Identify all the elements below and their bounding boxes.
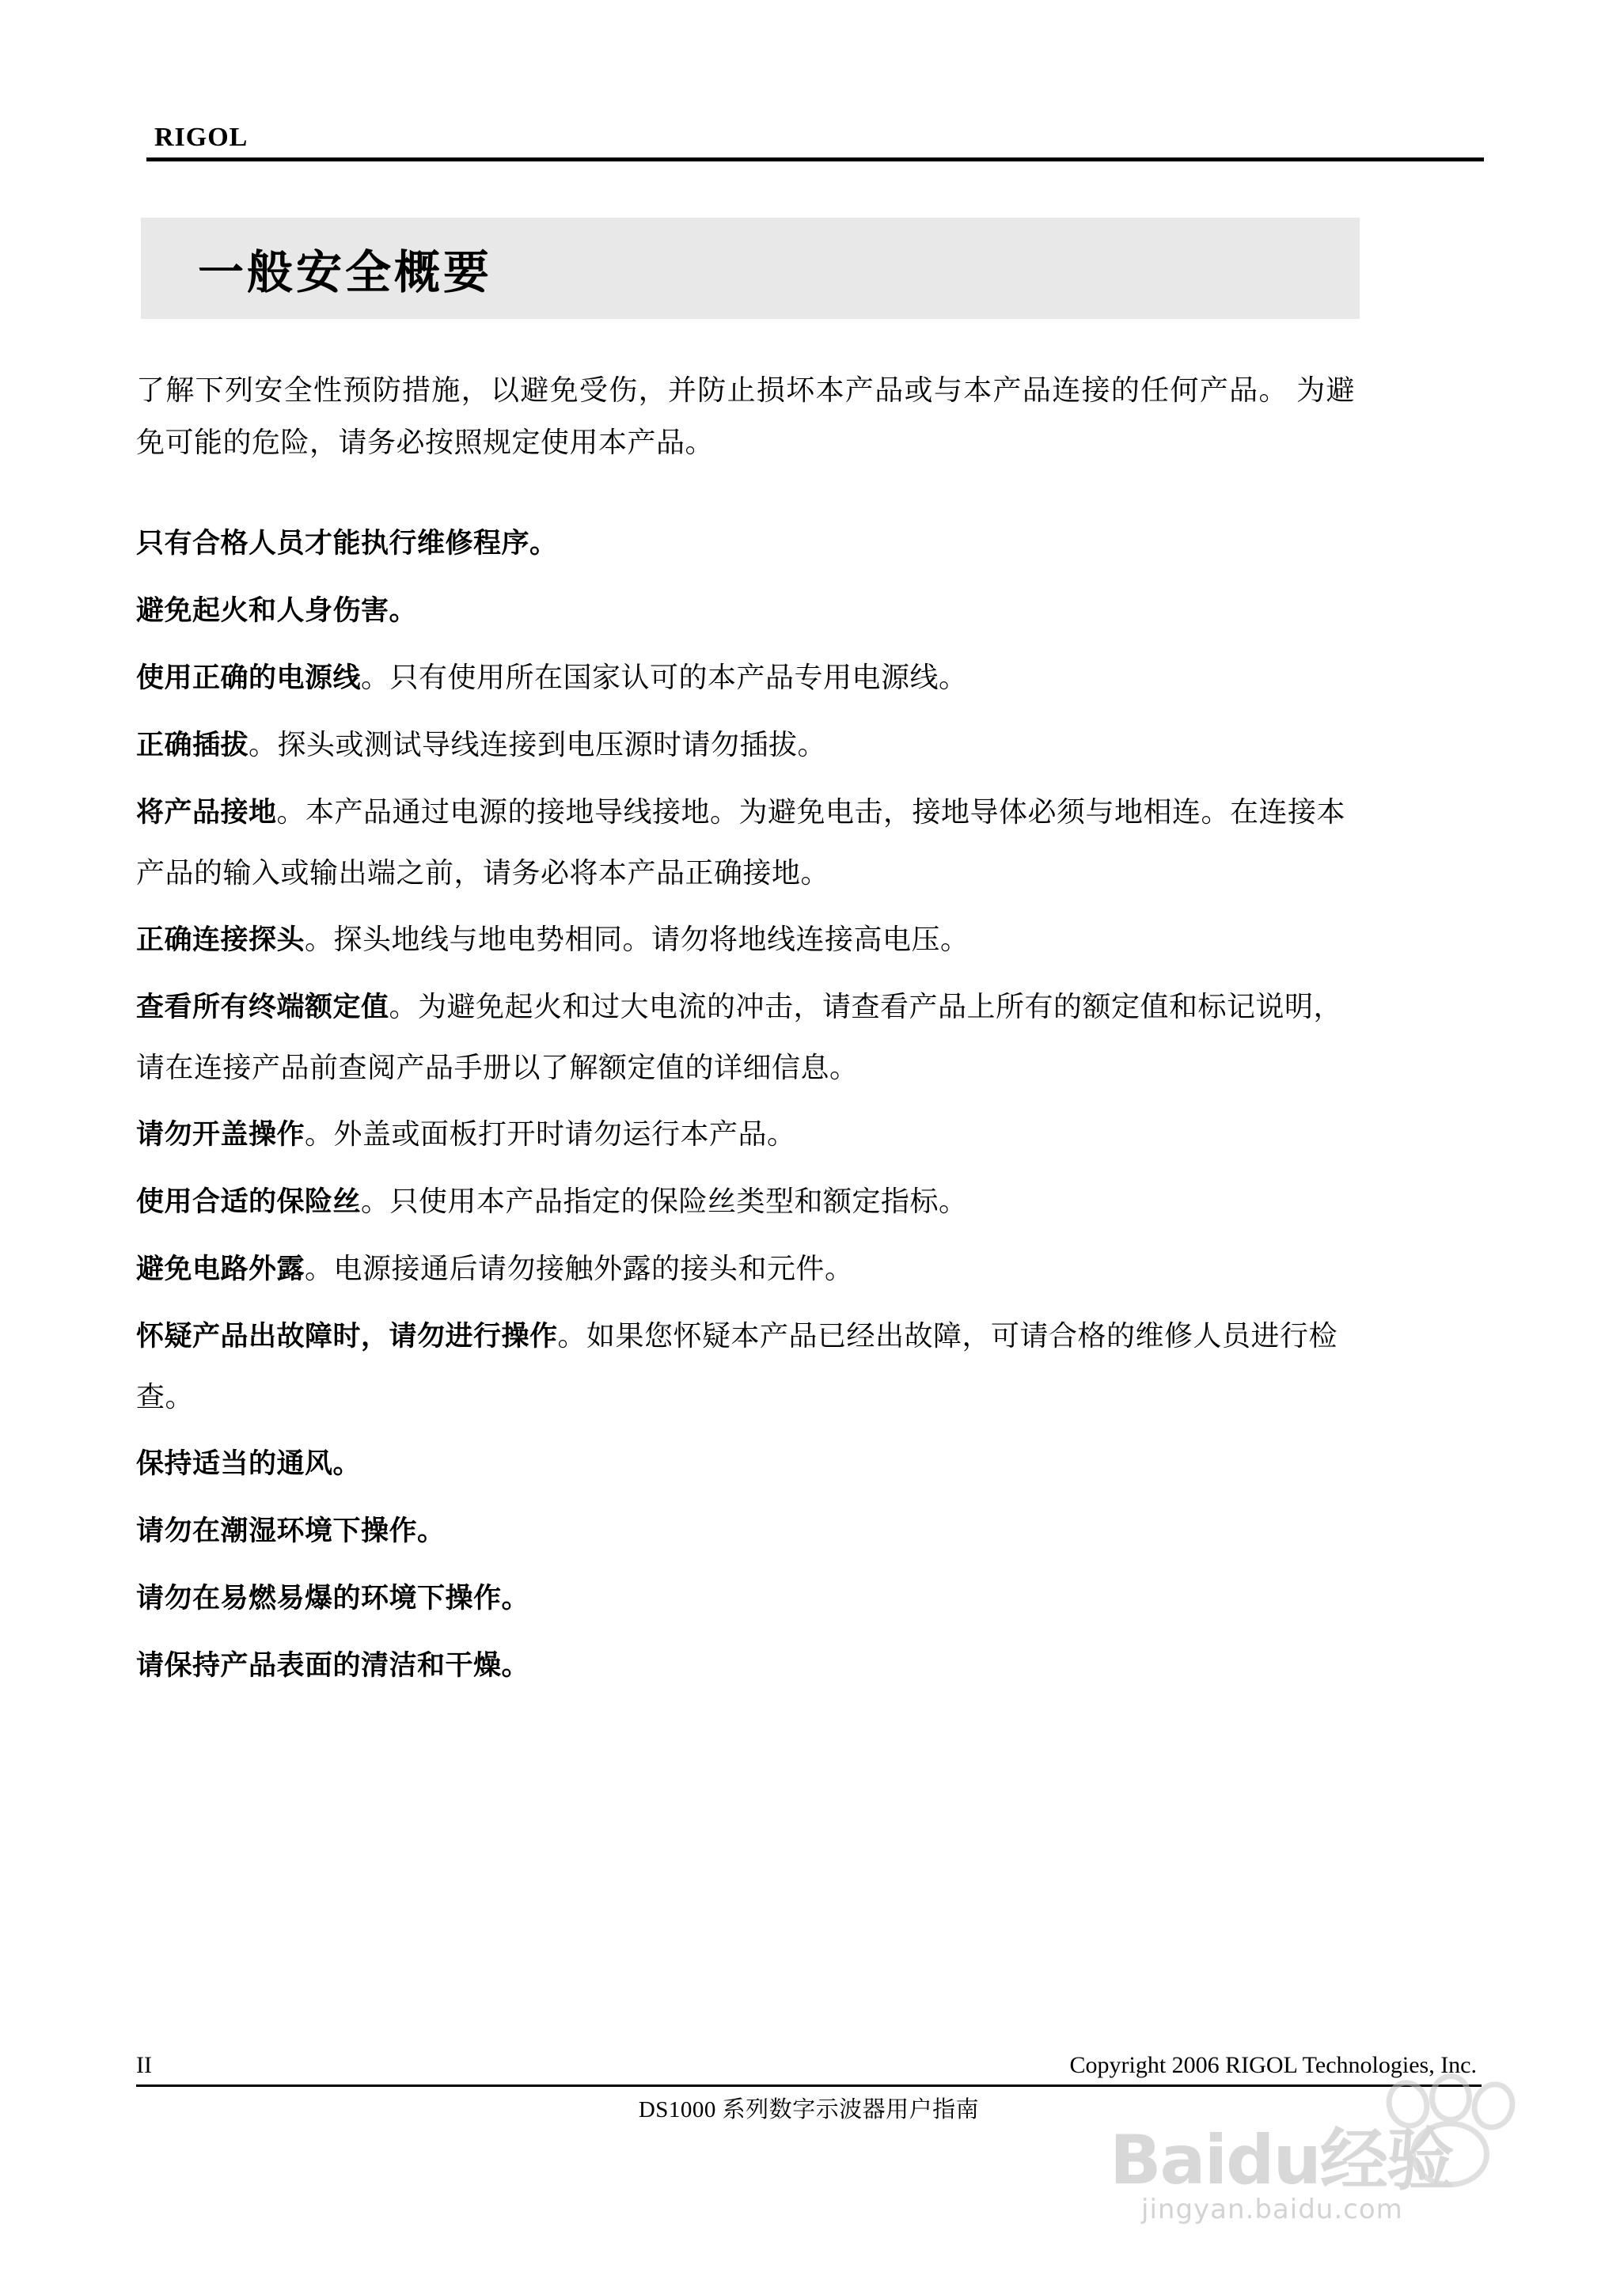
- page-number: II: [136, 2052, 152, 2078]
- safety-item-lead: 只有合格人员才能执行维修程序。: [136, 528, 558, 560]
- safety-item-lead: 怀疑产品出故障时，请勿进行操作: [136, 1321, 558, 1352]
- page-header: [146, 123, 1484, 161]
- watermark-main-text: Baidu经验: [1110, 2121, 1453, 2200]
- document-content: [136, 364, 1355, 1702]
- safety-item-lead: 使用合适的保险丝: [136, 1186, 362, 1218]
- safety-item-lead: 避免起火和人身伤害。: [136, 595, 418, 627]
- safety-item-lead: 请勿在易燃易爆的环境下操作。: [136, 1583, 530, 1614]
- safety-item: [136, 580, 1355, 641]
- copyright-notice: Copyright 2006 RIGOL Technologies, Inc.: [1069, 2052, 1477, 2078]
- safety-item: [136, 1239, 1355, 1299]
- intro-paragraph: 了解下列安全性预防措施，以避免受伤，并防止损坏本产品或与本产品连接的任何产品。 为避免可能的危险，请务必按照规定使用本产品。: [136, 374, 1355, 458]
- safety-item-body: 。只使用本产品指定的保险丝类型和额定指标。: [361, 1185, 968, 1217]
- footer-divider: [136, 2084, 1482, 2087]
- safety-item-body: 。只有使用所在国家认可的本产品专用电源线。: [361, 662, 968, 693]
- safety-item-lead: 保持适当的通风。: [136, 1448, 362, 1480]
- safety-item: [136, 647, 1355, 708]
- safety-item-lead: 正确插拔: [136, 730, 249, 761]
- safety-item: [136, 909, 1355, 970]
- safety-item: [136, 1500, 1355, 1561]
- safety-item-lead: 正确连接探头: [136, 924, 305, 956]
- safety-item: [136, 1171, 1355, 1232]
- safety-item: [136, 1104, 1355, 1165]
- safety-item: [136, 1568, 1355, 1629]
- safety-item-body: 。探头地线与地电势相同。请勿将地线连接高电压。: [305, 924, 969, 955]
- safety-item-lead: 使用正确的电源线: [136, 662, 362, 694]
- safety-item: [136, 977, 1355, 1098]
- safety-item-lead: 查看所有终端额定值: [136, 992, 389, 1023]
- safety-item: [136, 1433, 1355, 1494]
- footer-row: [136, 2052, 1482, 2079]
- page-title: 一般安全概要: [198, 245, 493, 299]
- safety-item-lead: 将产品接地: [136, 797, 277, 829]
- safety-item-body: 。本产品通过电源的接地导线接地。为避免电击，接地导体必须与地相连。在连接本产品的输入或输出端之前，请务必将本产品正确接地。: [136, 796, 1346, 889]
- safety-item-lead: 避免电路外露: [136, 1254, 305, 1285]
- section-title-band: [141, 218, 1360, 319]
- brand-logo: RIGOL: [154, 123, 249, 152]
- page-footer: [136, 2050, 1482, 2124]
- safety-item: [136, 715, 1355, 776]
- safety-item: [136, 1306, 1355, 1427]
- safety-item-body: 。探头或测试导线连接到电压源时请勿插拔。: [249, 729, 827, 761]
- safety-item-body: 。为避免起火和过大电流的冲击，请查看产品上所有的额定值和标记说明，请在连接产品前查阅产品手册以了解额定值的详细信息。: [136, 991, 1343, 1083]
- safety-item: [136, 513, 1355, 574]
- safety-item-lead: 请勿在潮湿环境下操作。: [136, 1515, 446, 1547]
- header-divider: [146, 157, 1484, 161]
- watermark-sub-text: jingyan.baidu.com: [1141, 2194, 1403, 2225]
- safety-item-body: 。电源接通后请勿接触外露的接头和元件。: [305, 1253, 854, 1284]
- safety-item-lead: 请保持产品表面的清洁和干燥。: [136, 1650, 530, 1682]
- safety-item: [136, 1635, 1355, 1696]
- safety-item: [136, 782, 1355, 903]
- safety-item-body: 。外盖或面板打开时请勿运行本产品。: [305, 1118, 796, 1150]
- safety-item-lead: 请勿开盖操作: [136, 1119, 305, 1151]
- document-title-footer: DS1000 系列数字示波器用户指南: [638, 2097, 980, 2122]
- safety-item-body: 。如果您怀疑本产品已经出故障，可请合格的维修人员进行检查。: [136, 1320, 1338, 1413]
